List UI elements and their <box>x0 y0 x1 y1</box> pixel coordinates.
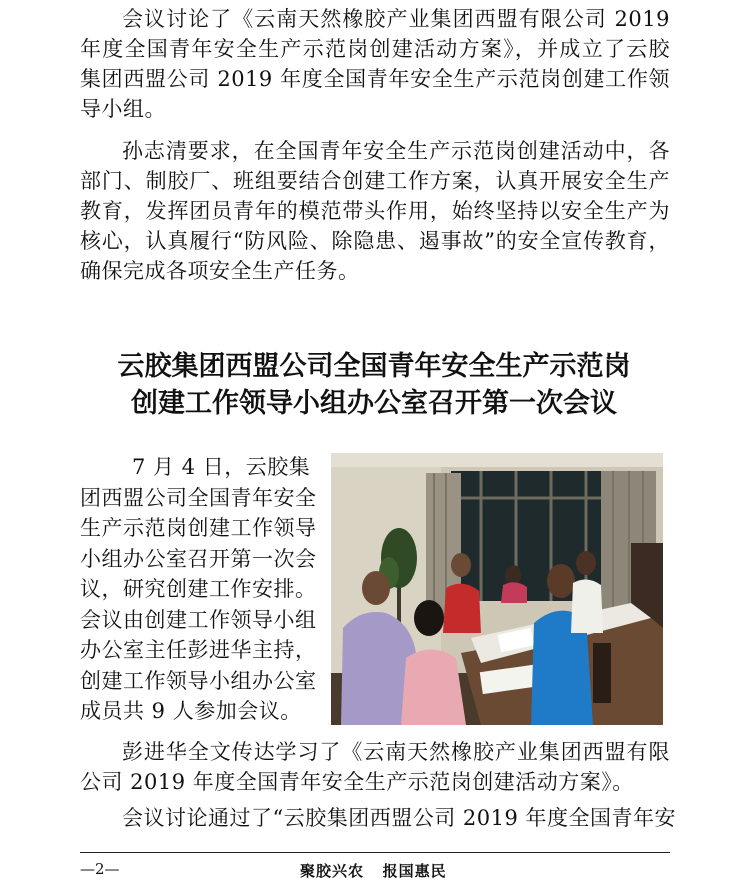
paragraph-3-text: 7 月 4 日，云胶集团西盟公司全国青年安全生产示范岗创建工作领导小组办公室召开第一次会议，研究创建工作安排。会议由创建工作领导小组办公室主任彭进华主持，创建工作领导小组办公室成员共 9 人参加会议。 <box>80 455 317 723</box>
meeting-photo-illustration <box>331 453 663 725</box>
meeting-photo <box>331 453 663 725</box>
paragraph-1 <box>80 4 670 124</box>
article-title <box>60 348 688 422</box>
page-number: —2— <box>80 860 120 878</box>
footer-slogan: 聚胶兴农 报国惠民 <box>300 862 447 880</box>
paragraph-4-text: 彭进华全文传达学习了《云南天然橡胶产业集团西盟有限公司 2019 年度全国青年安全生产示范岗创建活动方案》。 <box>80 740 670 794</box>
paragraph-2 <box>80 136 670 286</box>
paragraph-4 <box>80 737 670 797</box>
paragraph-3 <box>80 452 320 727</box>
footer-divider <box>80 852 670 853</box>
article-title-line-1: 云胶集团西盟公司全国青年安全生产示范岗 <box>117 351 631 382</box>
paragraph-2-text: 孙志清要求，在全国青年安全生产示范岗创建活动中，各部门、制胶厂、班组要结合创建工作方案，认真开展安全生产教育，发挥团员青年的模范带头作用，始终坚持以安全生产为核心，认真履行“防风险、除隐患、遏事故”的安全宣传教育，确保完成各项安全生产任务。 <box>80 139 670 283</box>
paragraph-1-text: 会议讨论了《云南天然橡胶产业集团西盟有限公司 2019 年度全国青年安全生产示范岗创建活动方案》，并成立了云胶集团西盟公司 2019 年度全国青年安全生产示范岗创建工作领导小组。 <box>80 7 670 121</box>
paragraph-5 <box>80 803 677 833</box>
article-title-line-2: 创建工作领导小组办公室召开第一次会议 <box>131 388 617 419</box>
paragraph-5-text: 会议讨论通过了“云胶集团西盟公司 2019 年度全国青年安 <box>122 806 677 830</box>
